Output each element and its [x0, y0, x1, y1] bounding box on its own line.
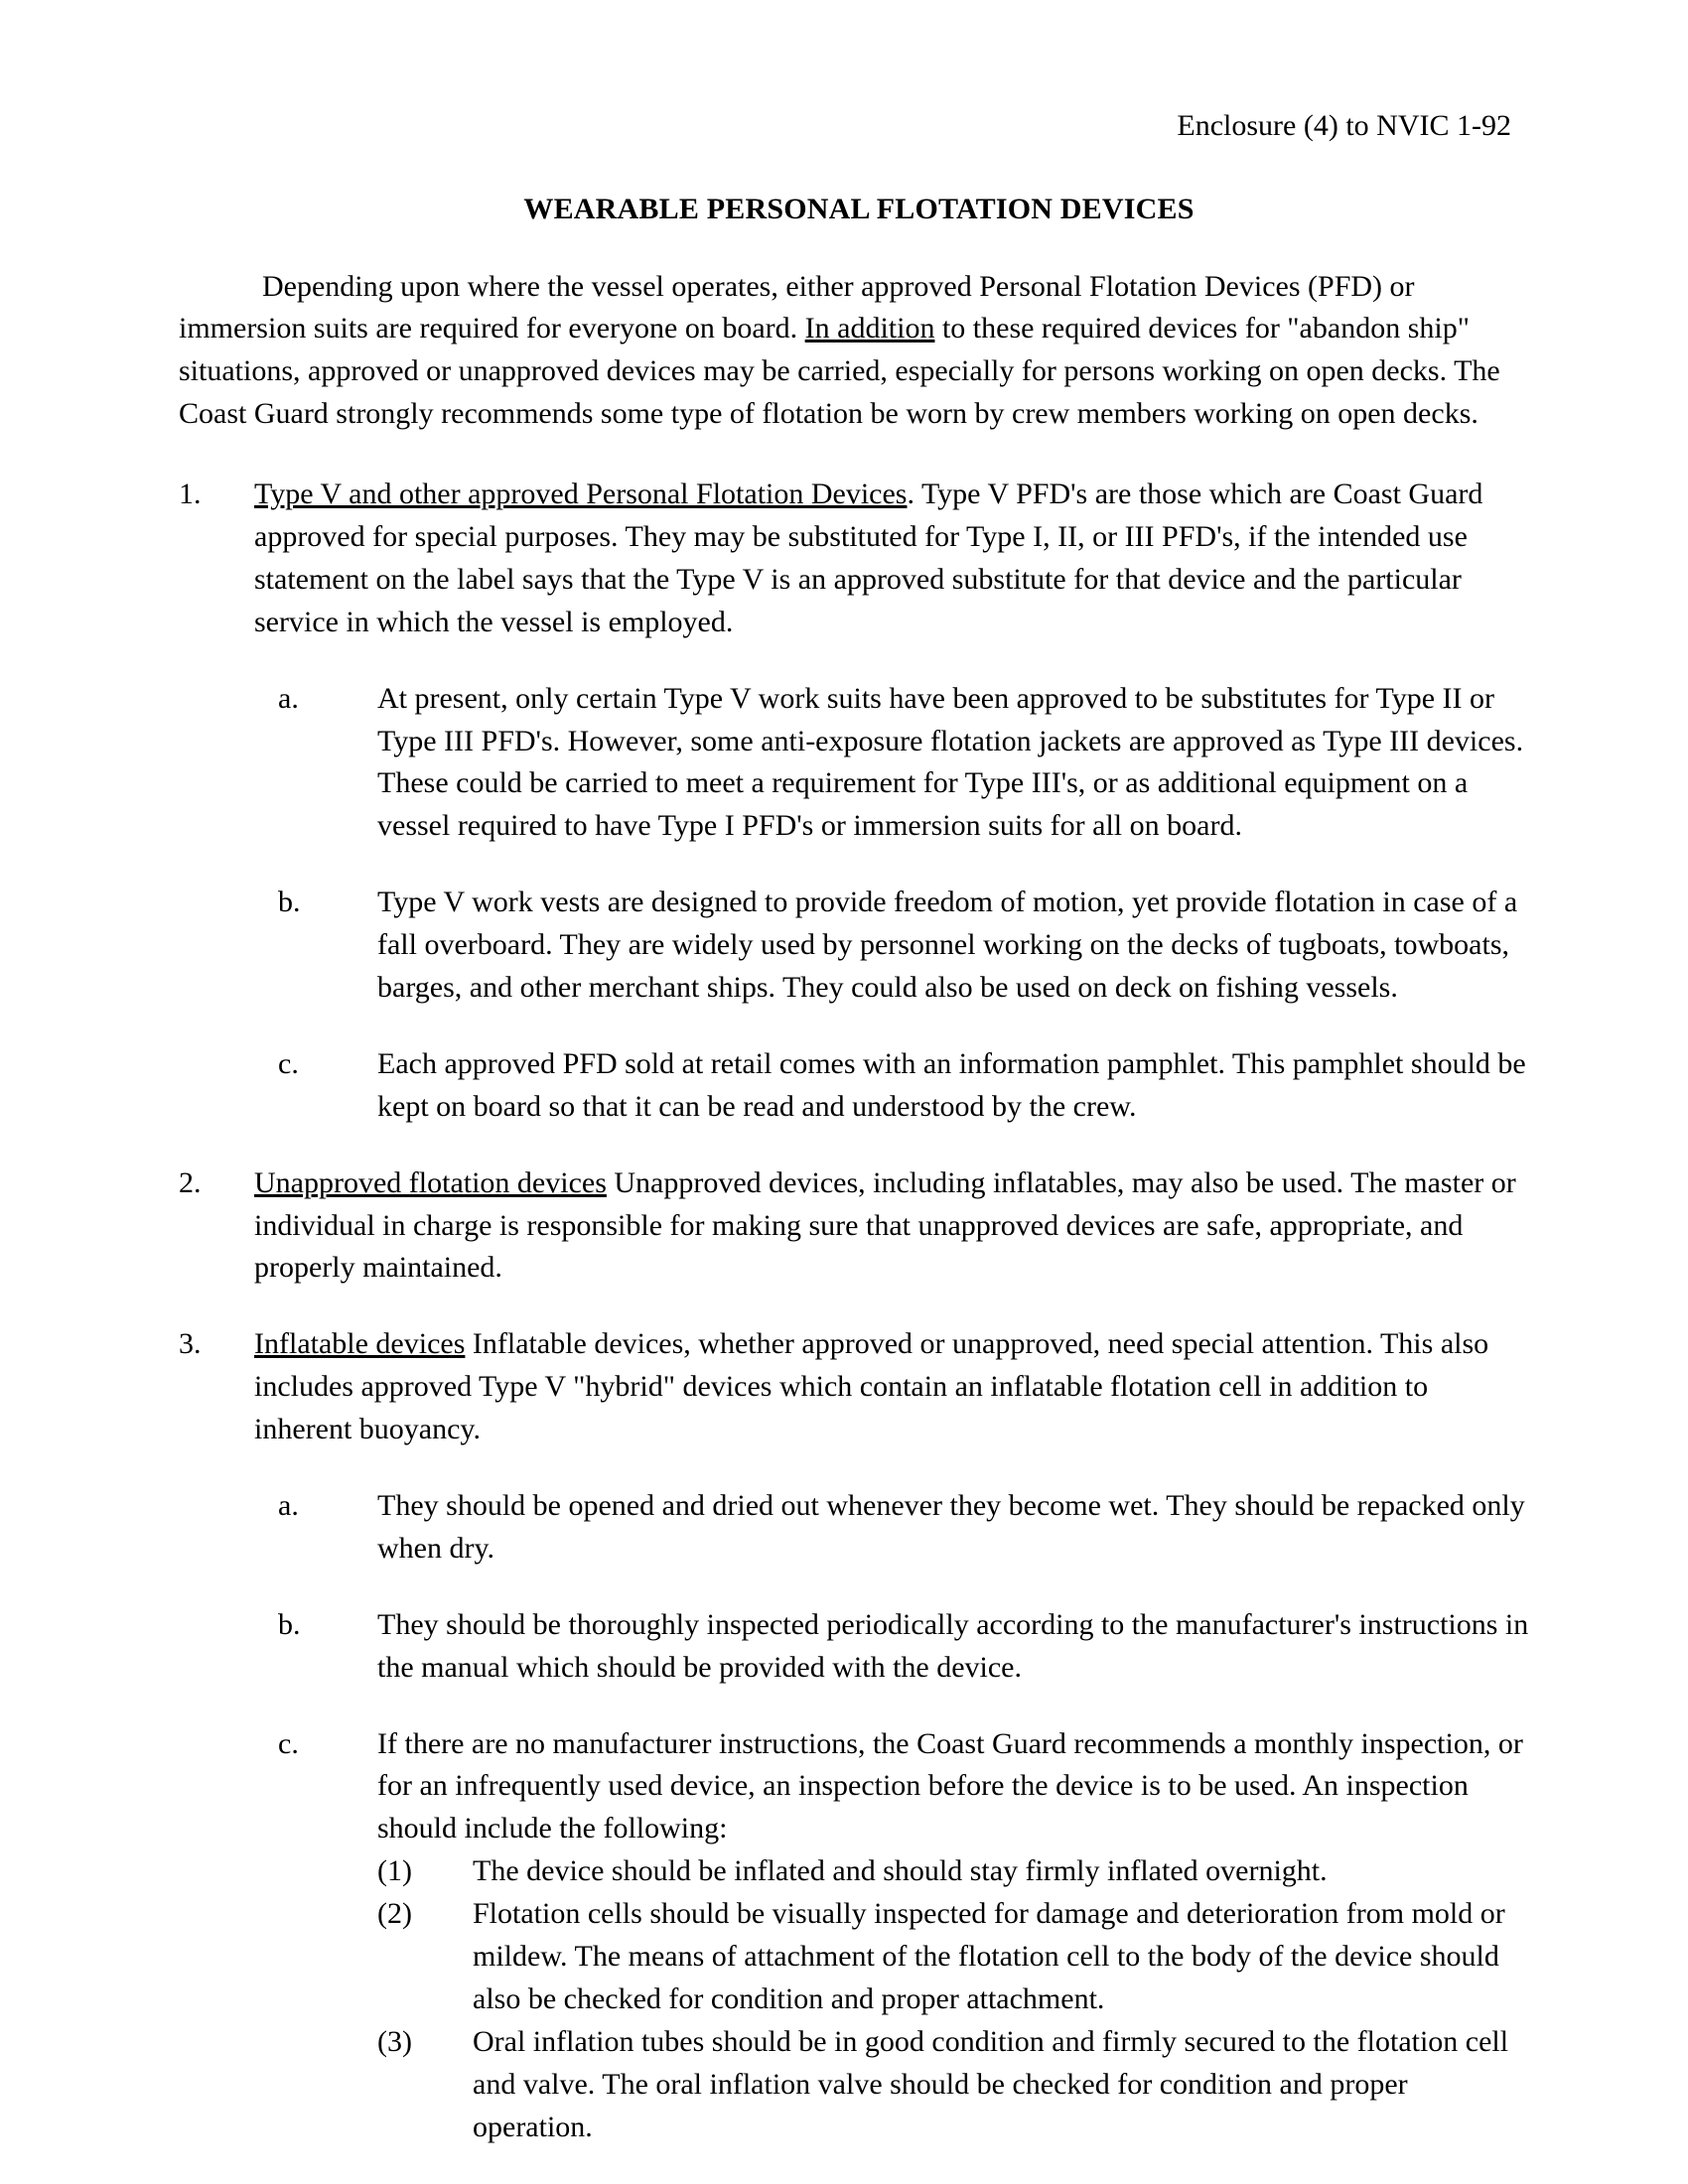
numbered-item: [179, 1162, 1539, 1291]
lettered-item: [179, 1604, 1539, 1690]
section-lead-underlined: Inflatable devices: [254, 1327, 466, 1361]
lettered-item: [179, 1043, 1539, 1129]
list-marker: c.: [278, 1726, 299, 1760]
lettered-item: [179, 1485, 1539, 1570]
numbered-sublist: [377, 1850, 1533, 2148]
intro-text-part2: to these required devices for "abandon ship" situations, approved or unapproved devices may be carried, especially for persons working on open decks. The Coast Guard strongly recommends some type of flotation be worn by crew members working on open decks.: [179, 312, 1500, 431]
list-marker: b.: [278, 1607, 301, 1641]
page-title: WEARABLE PERSONAL FLOTATION DEVICES: [523, 192, 1195, 225]
section-text: Unapproved devices, including inflatables, may also be used. The master or individual in charge is responsible for making sure that unapproved devices are safe, appropriate, and properly maintained.: [254, 1165, 1516, 1285]
lettered-item-body: They should be thoroughly inspected periodically according to the manufacturer's instructions in the manual which should be provided with the device.: [377, 1607, 1529, 1684]
list-marker: 2.: [179, 1165, 202, 1199]
numbered-item-body: [254, 1162, 1539, 1291]
lettered-item-body: Each approved PFD sold at retail comes with an information pamphlet. This pamphlet should be kept on board so that it can be read and understood by the crew.: [377, 1046, 1526, 1123]
numbered-item: [179, 1323, 1539, 1451]
lettered-item: [179, 678, 1539, 849]
intro-text-part1: Depending upon where the vessel operates, either approved Personal Flotation Devices (PFD) or immersion suits are required for everyone on board.: [179, 269, 1415, 345]
section-text: Inflatable devices, whether approved or unapproved, need special attention. This also includes approved Type V "hybrid" devices which contain an inflatable flotation cell in addition to inherent buoyancy.: [254, 1327, 1489, 1446]
numbered-subitem: [377, 2021, 1533, 2149]
list-marker: 3.: [179, 1327, 202, 1361]
numbered-subitem-body: Oral inflation tubes should be in good condition and firmly secured to the flotation cell and valve. The oral inflation valve should be checked for condition and proper operation.: [473, 2024, 1509, 2143]
numbered-item-body: [254, 474, 1539, 644]
lettered-item-body: They should be opened and dried out whenever they become wet. They should be repacked only when dry.: [377, 1488, 1525, 1565]
intro-paragraph: [179, 266, 1539, 437]
numbered-subitem: [377, 1850, 1533, 1893]
numbered-item: [179, 474, 1539, 644]
lettered-item-body: [377, 1723, 1539, 2149]
numbered-subitem-body: The device should be inflated and should stay firmly inflated overnight.: [473, 1854, 1328, 1888]
list-marker: a.: [278, 1488, 299, 1522]
lettered-item: [179, 882, 1539, 1010]
list-marker: (1): [377, 1854, 412, 1888]
section-lead-underlined: Unapproved flotation devices: [254, 1165, 607, 1199]
section-text: Type V PFD's are those which are Coast Guard approved for special purposes. They may be substituted for Type I, II, or III PFD's, if the intended use statement on the label says that the Type V is an approved substitute for that device and the particular service in which the vessel is employed.: [254, 478, 1483, 638]
lettered-item-text: If there are no manufacturer instructions, the Coast Guard recommends a monthly inspection, or for an infrequently used device, an inspection before the device is to be used. An inspection should include the following:: [377, 1726, 1523, 1845]
list-marker: 1.: [179, 478, 202, 511]
lettered-item: [179, 1723, 1539, 2149]
lettered-item-body: Type V work vests are designed to provide freedom of motion, yet provide flotation in case of a fall overboard. They are widely used by personnel working on the decks of tugboats, towboats, barges, and other merchant ships. They could also be used on deck on fishing vessels.: [377, 886, 1518, 1004]
numbered-subitem: [377, 1893, 1533, 2021]
intro-emphasis: In addition: [804, 312, 935, 345]
lettered-item-body: At present, only certain Type V work suits have been approved to be substitutes for Type II or Type III PFD's. However, some anti-exposure flotation jackets are approved as Type III devices. These could be carried to meet a requirement for Type III's, or as additional equipment on a vessel required to have Type I PFD's or immersion suits for all on board.: [377, 681, 1524, 843]
numbered-subitem-body: Flotation cells should be visually inspected for damage and deterioration from mold or mildew. The means of attachment of the flotation cell to the body of the device should also be checked for condition and proper attachment.: [473, 1897, 1505, 2015]
lettered-list: [179, 1485, 1539, 2148]
list-marker: b.: [278, 886, 301, 919]
document-header: Enclosure (4) to NVIC 1-92: [1177, 109, 1511, 142]
list-marker: (2): [377, 1897, 412, 1931]
numbered-item-body: [254, 1323, 1539, 1451]
section-lead-underlined: Type V and other approved Personal Flotation Devices: [254, 478, 908, 511]
list-marker: c.: [278, 1046, 299, 1080]
list-marker: a.: [278, 681, 299, 715]
section-lead-trailing: .: [907, 478, 921, 511]
list-marker: (3): [377, 2024, 412, 2058]
section-lead-trailing: [465, 1327, 473, 1360]
lettered-list: [179, 678, 1539, 1129]
